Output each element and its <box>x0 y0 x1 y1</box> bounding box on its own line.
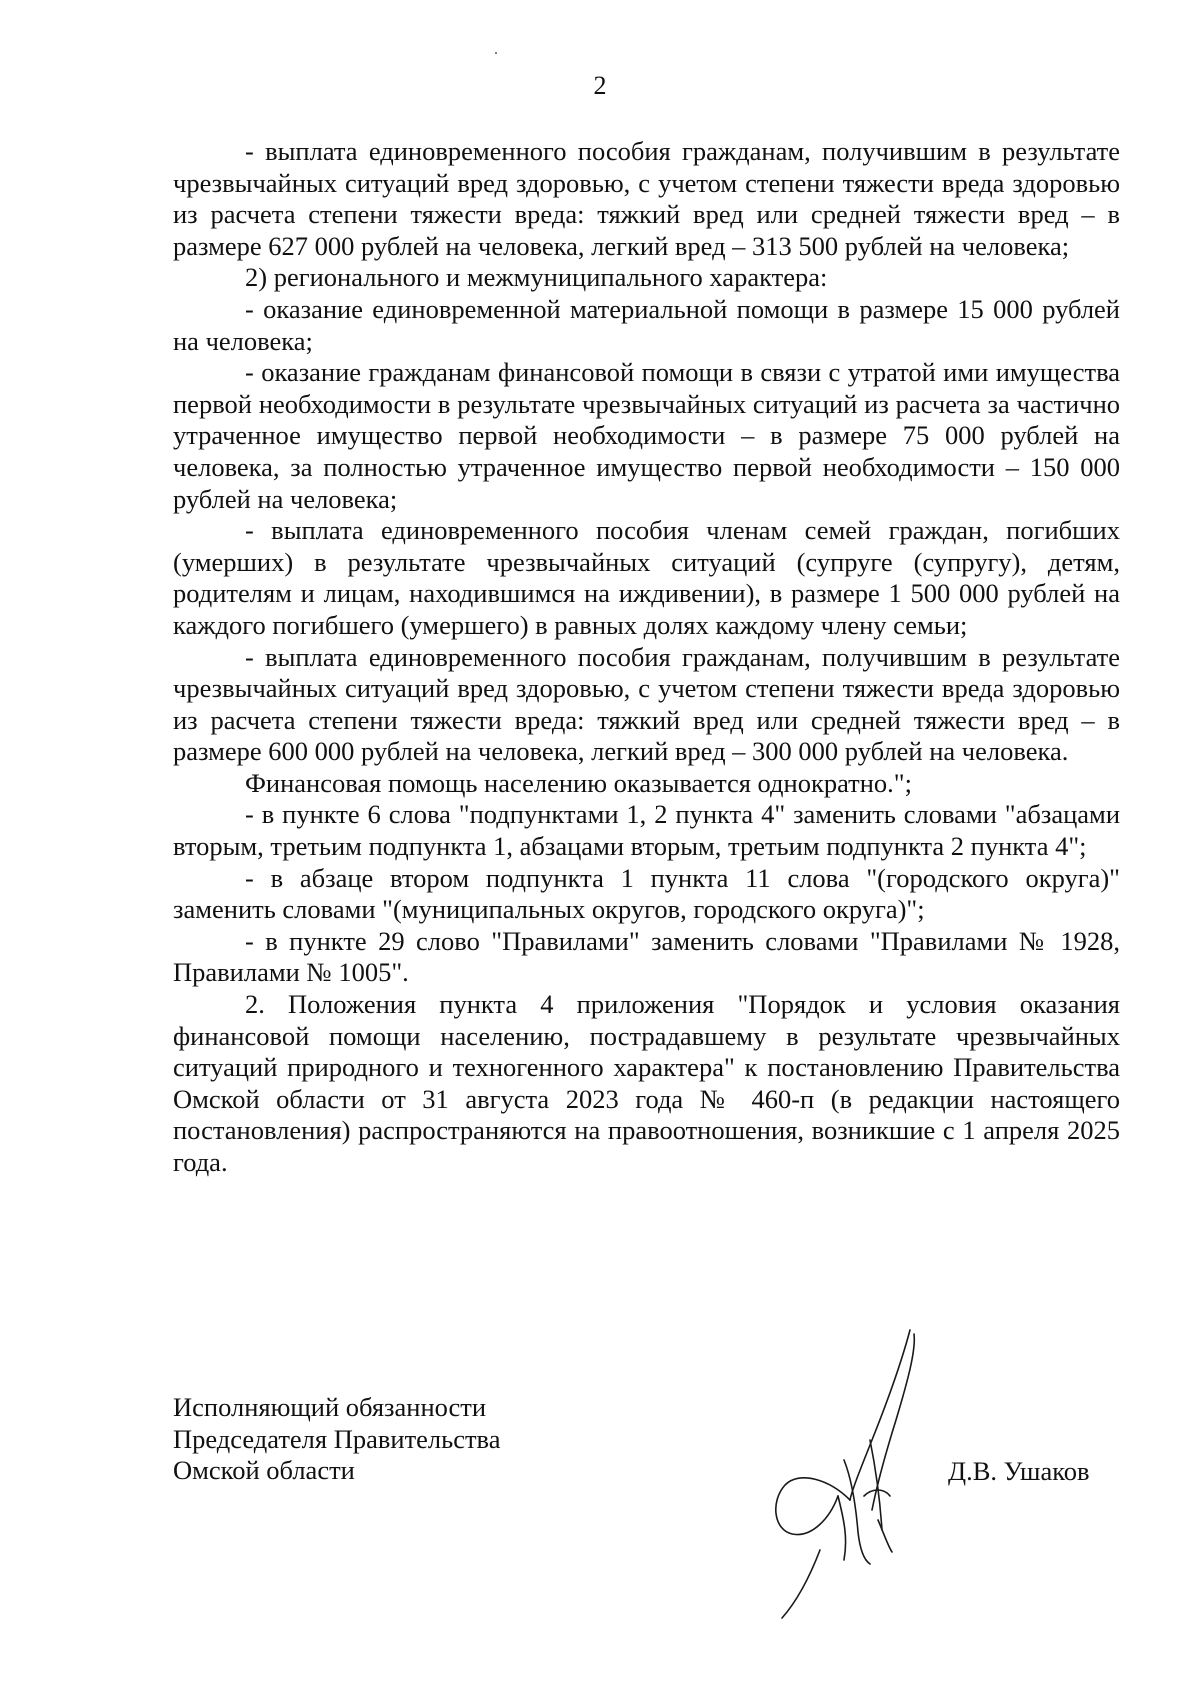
paragraph-injury-allowance-local: - выплата единовременного пособия гражданам, получившим в результате чрезвычайных ситуаций вред здоровью, с учетом степени тяжести вреда здоровью из расчета степени тяжести вреда: тяжкий вред или средней тяжести вред – в размере 627 000 рублей на человека, легкий вред – 313 500 рублей на человека; <box>173 136 1120 261</box>
paragraph-regional-heading: 2) регионального и межмуниципального характера: <box>245 262 828 293</box>
paragraph-amend-point-6: - в пункте 6 слова "подпунктами 1, 2 пункта 4" заменить словами "абзацами вторым, третьим подпункта 1, абзацами вторым, третьим подпункта 2 пункта 4"; <box>173 799 1120 862</box>
paragraph-one-time-aid: Финансовая помощь населению оказывается однократно."; <box>245 767 912 798</box>
paragraph-material-aid: - оказание единовременной материальной помощи в размере 15 000 рублей на человека; <box>173 293 1120 356</box>
signatory-position <box>173 1392 501 1487</box>
position-line: Омской области <box>173 1455 355 1486</box>
position-line: Председателя Правительства <box>173 1423 501 1454</box>
paragraph-family-allowance: - выплата единовременного пособия членам семей граждан, погибших (умерших) в результате чрезвычайных ситуаций (супруге (супругу), детям, родителям и лицам, находившимся на иждивении), в размере 1 500 000 рублей на каждого погибшего (умершего) в равных долях каждому члену семьи; <box>173 515 1120 640</box>
document-body <box>173 136 1120 1179</box>
page-number: 2 <box>593 71 607 100</box>
position-line: Исполняющий обязанности <box>173 1392 487 1422</box>
paragraph-amend-point-11: - в абзаце втором подпункта 1 пункта 11 слова "(городского округа)" заменить словами "(муниципальных округов, городского округа)"; <box>173 862 1120 925</box>
scan-speck <box>495 52 497 54</box>
signer-name: Д.В. Ушаков <box>948 1456 1090 1486</box>
paragraph-amend-point-29: - в пункте 29 слово "Правилами" заменить словами "Правилами № 1928, Правилами № 1005". <box>173 925 1120 988</box>
paragraph-injury-allowance-regional: - выплата единовременного пособия гражданам, получившим в результате чрезвычайных ситуаций вред здоровью, с учетом степени тяжести вреда здоровью из расчета степени тяжести вреда: тяжкий вред или средней тяжести вред – в размере 600 000 рублей на человека, легкий вред – 300 000 рублей на человека. <box>173 641 1120 767</box>
paragraph-property-loss-aid: - оказание гражданам финансовой помощи в связи с утратой ими имущества первой необходимости в результате чрезвычайных ситуаций из расчета за частично утраченное имущество первой необходимости – в размере 75 000 рублей на человека, за полностью утраченное имущество первой необходимости – 150 000 рублей на человека; <box>173 357 1120 514</box>
paragraph-effective-date: 2. Положения пункта 4 приложения "Порядок и условия оказания финансовой помощи населению, пострадавшему в результате чрезвычайных ситуаций природного и техногенного характера" к постановлению Правительства Омской области от 31 августа 2023 года № 460-п (в редакции настоящего постановления) распространяются на правоотношения, возникшие с 1 апреля 2025 года. <box>173 989 1120 1177</box>
